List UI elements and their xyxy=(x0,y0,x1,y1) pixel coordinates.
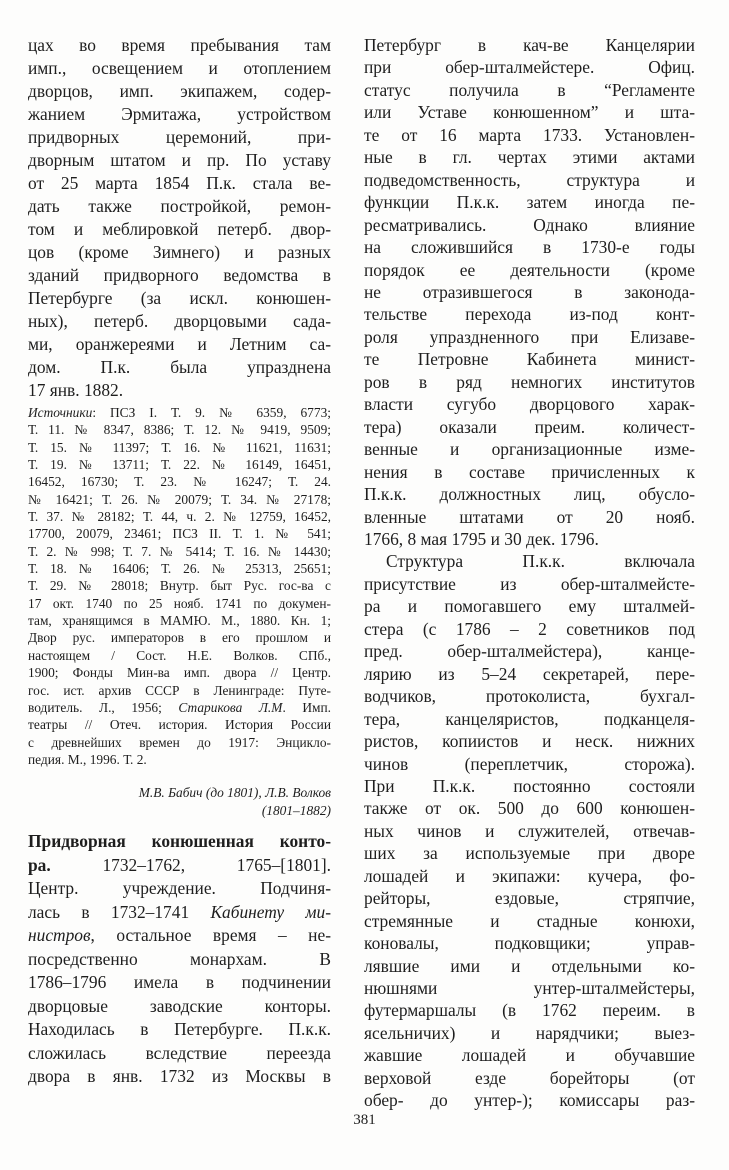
text-line: зданий придворного ведомства в xyxy=(28,265,331,285)
text-line: имп., освещением и отоплением xyxy=(28,58,331,78)
text-line: те от 16 марта 1733. Установлен- xyxy=(364,124,695,145)
text-segment: водитель. Л., 1956; xyxy=(28,699,179,715)
text-line: или Уставе конюшенном” и шта- xyxy=(364,102,695,123)
text-line: При П.к.к. постоянно состояли xyxy=(364,775,695,796)
text-line: сложилась вследствие переезда xyxy=(28,1042,331,1063)
text-line: Петербурге (за искл. конюшен- xyxy=(28,288,331,308)
text-line xyxy=(28,901,331,925)
right-column-text xyxy=(364,34,695,1112)
text-line: от 25 марта 1854 П.к. стала ве- xyxy=(28,173,331,193)
article-pridvornaya-konyushennaya-kontora xyxy=(28,830,331,1089)
text-line xyxy=(28,830,331,854)
text-line: не отразившегося в законода- xyxy=(364,281,695,302)
text-line: стера (с 1786 – 2 советников под xyxy=(364,618,695,639)
text-line xyxy=(28,854,331,878)
text-line: Петербург в кач-ве Канцелярии xyxy=(364,35,695,55)
text-line: Двор рус. императоров в его прошлом и xyxy=(28,630,331,646)
text-segment: . Имп. xyxy=(282,699,331,715)
text-line: жавшие лошадей и обучавшие xyxy=(364,1045,695,1066)
text-line: жанием Эрмитажа, устройством xyxy=(28,104,331,124)
text-line: функции П.к.к. затем иногда пе- xyxy=(364,192,695,213)
paragraph-structure xyxy=(364,550,695,1111)
italic-text: Кабинету ми- xyxy=(210,901,331,922)
text-line: ших за используемые при дворе xyxy=(364,843,695,864)
text-line: Т. 29. № 28018; Внутр. быт Рус. гос-ва с xyxy=(28,578,331,594)
text-line: чинов (переплетчик, сторожа). xyxy=(364,753,695,774)
sources-list xyxy=(28,404,331,768)
text-line: тера, канцеляристов, подканцеля- xyxy=(364,708,695,729)
text-line: стремянные и стадные конюхи, xyxy=(364,910,695,931)
italic-text: Источники xyxy=(28,405,93,420)
text-line: дворцов, имп. экипажем, содер- xyxy=(28,81,331,101)
text-line: ра и помогавшего ему шталмей- xyxy=(364,596,695,617)
text-line: Т. 19. № 13711; Т. 22. № 16149, 16451, xyxy=(28,457,331,473)
entry-heading: Придворная конюшенная конто- xyxy=(28,831,331,851)
text-line: лошадей и экипажи: кучера, фо- xyxy=(364,865,695,886)
text-line: коновалы, подковщики; управ- xyxy=(364,933,695,954)
text-segment: , остальное время – не- xyxy=(90,925,331,945)
text-line: с древнейших времен до 1917: Энцикло- xyxy=(28,734,331,750)
text-line: дворцовые заводские конторы. xyxy=(28,995,331,1016)
text-line: пред. обер-шталмейстера), канце- xyxy=(364,641,695,662)
text-line: гос. ист. архив СССР в Ленинграде: Путе- xyxy=(28,682,331,698)
text-line: М.В. Бабич (до 1801), Л.В. Волков xyxy=(138,785,331,800)
text-line: подведомственность, структура и xyxy=(364,169,695,190)
text-segment: : ПСЗ I. Т. 9. № 6359, 6773; xyxy=(92,405,331,420)
text-line: 1786–1796 имела в подчинении xyxy=(28,972,331,992)
text-line: придворных церемоний, при- xyxy=(28,127,331,147)
text-line: при обер-шталмейстере. Офиц. xyxy=(364,57,695,78)
text-line: двора в янв. 1732 из Москвы в xyxy=(28,1066,331,1086)
article-authors xyxy=(28,784,331,820)
text-line: посредственно монархам. В xyxy=(28,948,331,969)
text-line: венные и организационные изме- xyxy=(364,439,695,460)
text-line: ристов, копиистов и неск. нижних xyxy=(364,731,695,752)
text-line: дом. П.к. была упразднена xyxy=(28,357,331,377)
text-line: ные в гл. чертах этими актами xyxy=(364,147,695,168)
text-line: театры // Отеч. история. История России xyxy=(28,717,331,733)
text-line: том и меблировкой петерб. двор- xyxy=(28,219,331,239)
text-line: П.к.к. должностных лиц, обусло- xyxy=(364,484,695,505)
text-line: лярию из 5–24 секретарей, пере- xyxy=(364,663,695,684)
text-line: Т. 18. № 16406; Т. 26. № 25313, 25651; xyxy=(28,561,331,577)
text-line: вленные штатами от 20 нояб. xyxy=(364,506,695,527)
text-line: порядок ее деятельности (кроме xyxy=(364,259,695,280)
text-line: обер- до унтер-); комиссары раз- xyxy=(364,1090,695,1111)
italic-text: нистров xyxy=(28,925,91,945)
text-line: 1766, 8 мая 1795 и 30 дек. 1796. xyxy=(364,528,599,549)
text-segment: лась в 1732–1741 xyxy=(28,901,211,922)
text-line: нения в составе причисленных к xyxy=(364,461,695,482)
text-line: лявшие ими и отдельными ко- xyxy=(364,955,695,976)
text-line: там, хранящимся в МАМЮ. М., 1880. Кн. 1; xyxy=(28,613,331,629)
text-line: присутствие из обер-шталмейсте- xyxy=(364,573,695,594)
text-line: 1900; Фонды Мин-ва имп. двора // Центр. xyxy=(28,665,331,681)
text-line: Центр. учреждение. Подчиня- xyxy=(28,878,331,898)
entry-heading: ра. xyxy=(28,854,51,875)
text-line xyxy=(28,699,331,716)
paragraph-history xyxy=(364,34,695,550)
text-line: дворным штатом и пр. По уставу xyxy=(28,150,331,170)
text-line: водчиков, протоколиста, бухгал- xyxy=(364,686,695,707)
text-line: настоящем / Сост. Н.Е. Волков. СПб., xyxy=(28,647,331,663)
text-line: ров в ряд немногих институтов xyxy=(364,371,695,392)
text-line: роля упраздненного при Елизаве- xyxy=(364,326,695,347)
text-line xyxy=(28,924,331,948)
previous-article-ending xyxy=(28,34,331,402)
text-line: дать также постройкой, ремон- xyxy=(28,196,331,216)
text-line: 16452, 16730; Т. 23. № 16247; Т. 24. xyxy=(28,474,331,490)
text-line: педия. М., 1996. Т. 2. xyxy=(28,751,147,767)
text-line: те Петровне Кабинета минист- xyxy=(364,349,695,370)
text-line: цов (кроме Зимнего) и разных xyxy=(28,242,331,262)
text-line: статус получила в “Регламенте xyxy=(364,79,695,100)
italic-text: Старикова Л.М xyxy=(178,699,283,715)
text-line: Т. 2. № 998; Т. 7. № 5414; Т. 16. № 14430; xyxy=(28,543,331,559)
text-line: на сложившийся в 1730-е годы xyxy=(364,237,695,258)
text-line: 17 окт. 1740 по 25 нояб. 1741 по докумен- xyxy=(28,595,331,611)
text-line: нюшнями унтер-шталмейстеры, xyxy=(364,978,695,999)
text-line: ных), петерб. дворцовыми сада- xyxy=(28,311,331,331)
text-line: ясельничих) и нарядчики; выез- xyxy=(364,1022,695,1043)
text-line: власти сугубо дворцового харак- xyxy=(364,394,695,415)
text-line: Находилась в Петербурге. П.к.к. xyxy=(28,1019,331,1039)
text-line: № 16421; Т. 26. № 20079; Т. 34. № 27178; xyxy=(28,491,331,507)
text-line: верховой езде борейторы (от xyxy=(364,1067,695,1088)
text-line xyxy=(28,404,331,421)
text-line: также от ок. 500 до 600 конюшен- xyxy=(364,798,695,819)
text-line: Т. 15. № 11397; Т. 16. № 11621, 11631; xyxy=(28,439,331,455)
text-segment: 1732–1762, 1765–[1801]. xyxy=(50,854,331,875)
text-line: тельстве перехода из-под конт- xyxy=(364,304,695,325)
text-line: футермаршалы (в 1762 переим. в xyxy=(364,1000,695,1021)
text-line: ресматривались. Однако влияние xyxy=(364,214,695,235)
page-number: 381 xyxy=(353,1112,376,1128)
text-line: Структура П.к.к. включала xyxy=(386,551,695,572)
text-line: Т. 11. № 8347, 8386; Т. 12. № 9419, 9509; xyxy=(28,422,331,438)
text-line: тера) оказали преим. количест- xyxy=(364,416,695,437)
text-line: (1801–1882) xyxy=(261,803,331,818)
text-line: ных чинов и служителей, отвечав- xyxy=(364,820,695,841)
text-line: 17700, 20079, 23461; ПСЗ II. Т. 1. № 541; xyxy=(28,526,331,542)
text-line: 17 янв. 1882. xyxy=(28,380,124,400)
text-line: ми, оранжереями и Летним са- xyxy=(28,334,331,354)
text-line: рейторы, ездовые, стряпчие, xyxy=(364,888,695,909)
text-line: Т. 37. № 28182; Т. 44, ч. 2. № 12759, 16452, xyxy=(28,509,331,525)
text-line: цах во время пребывания там xyxy=(28,35,331,55)
